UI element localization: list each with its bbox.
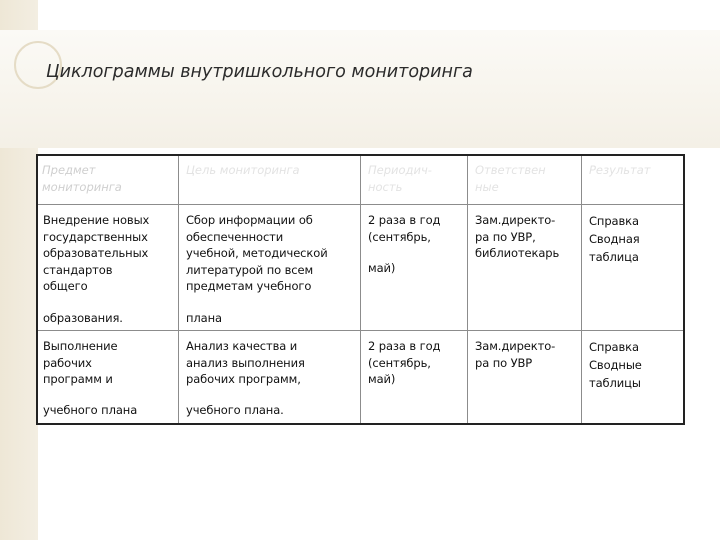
header-responsible: Ответствен ные (475, 163, 546, 194)
row2-subject-continued: учебного плана (43, 403, 138, 417)
row2-goal: Анализ качества и анализ выполнения рабочих программ, (186, 339, 305, 386)
row1-frequency-end: май) (368, 261, 396, 275)
row1-responsible: Зам.директо- ра по УВР, библиотекарь (475, 213, 560, 260)
row1-frequency: 2 раза в год (сентябрь, (368, 213, 441, 244)
slide-title: Циклограммы внутришкольного мониторинга (46, 62, 473, 82)
header-result: Результат (589, 163, 651, 177)
row2-responsible: Зам.директо- ра по УВР (475, 339, 556, 370)
title-band (0, 30, 720, 148)
row1-goal: Сбор информации об обеспеченности учебной, методической литературой по всем предметам учебного (186, 213, 328, 293)
row1-result: Справка Сводная таблица (589, 214, 640, 264)
header-subject: Предмет мониторинга (42, 163, 122, 194)
row1-subject-continued: образования. (43, 311, 123, 325)
row-divider (38, 330, 683, 331)
row2-goal-continued: учебного плана. (186, 403, 284, 417)
column-divider (360, 156, 361, 423)
header-frequency: Периодич- ность (368, 163, 432, 194)
column-divider (178, 156, 179, 423)
row1-goal-continued: плана (186, 311, 222, 325)
header-divider (38, 204, 683, 205)
monitoring-table (36, 154, 685, 425)
column-divider (581, 156, 582, 423)
row2-frequency: 2 раза в год (сентябрь, май) (368, 339, 441, 386)
header-goal: Цель мониторинга (186, 163, 300, 177)
row1-subject: Внедрение новых государственных образовательных стандартов общего (43, 213, 150, 293)
row2-result: Справка Сводные таблицы (589, 340, 642, 390)
row2-subject: Выполнение рабочих программ и (43, 339, 118, 386)
column-divider (467, 156, 468, 423)
